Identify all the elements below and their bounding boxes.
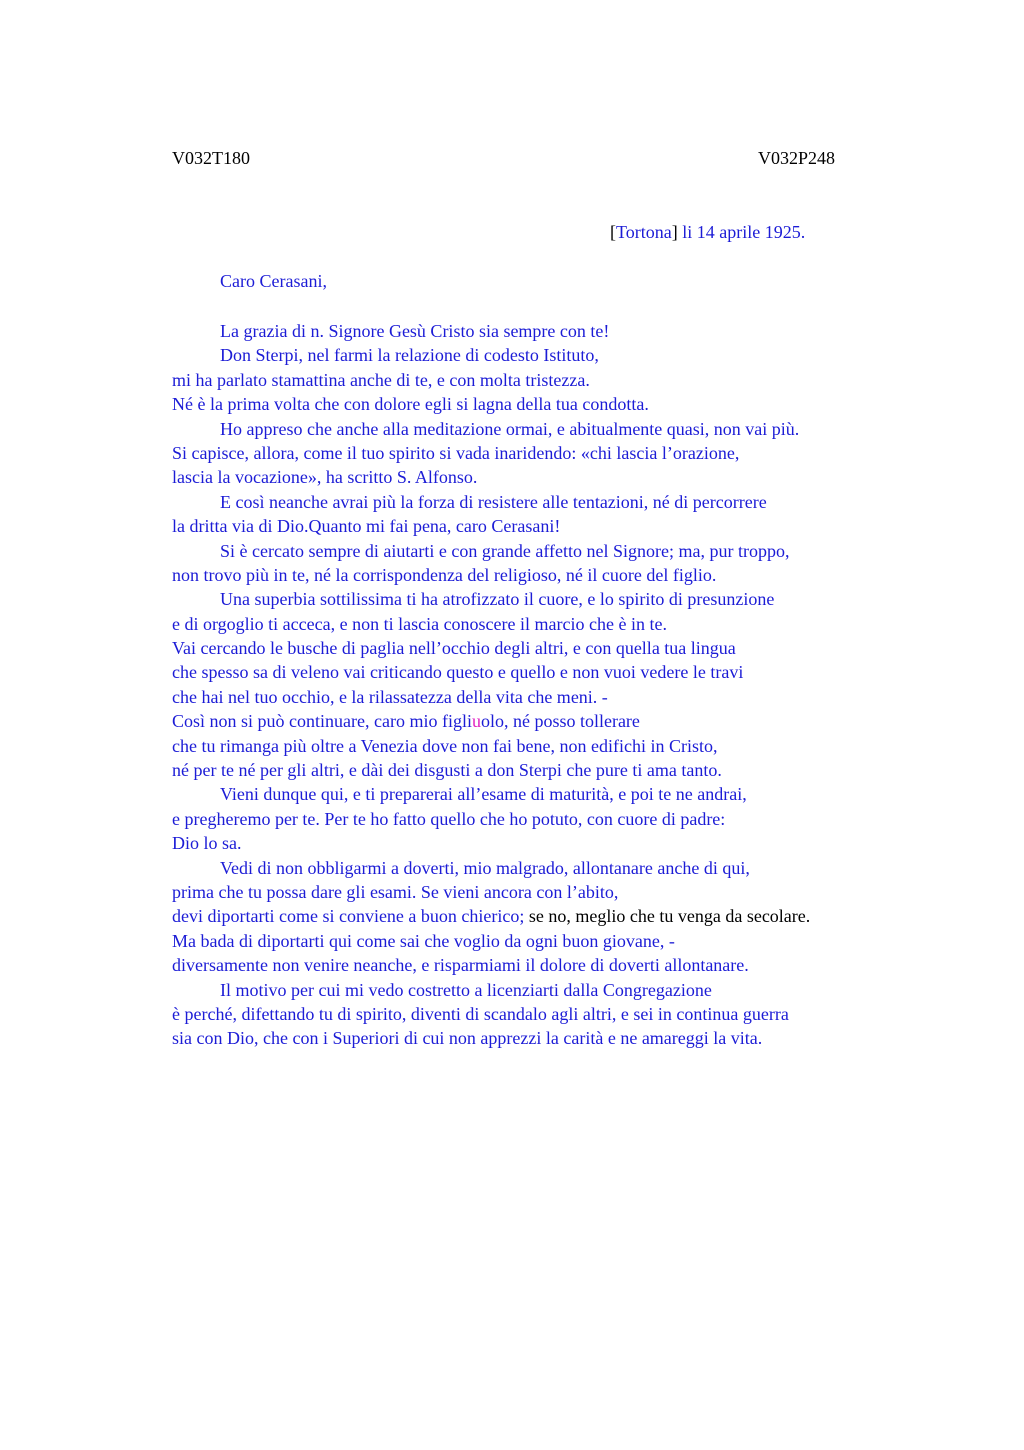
letter-line: Una superbia sottilissima ti ha atrofizzato il cuore, e lo spirito di presunzione [220, 589, 775, 610]
letter-line: Si è cercato sempre di aiutarti e con grande affetto nel Signore; ma, pur troppo, [220, 540, 790, 561]
letter-line: Ma bada di diportarti qui come sai che voglio da ogni buon giovane, - [172, 930, 675, 951]
letter-line: lascia la vocazione», ha scritto S. Alfonso. [172, 467, 478, 488]
letter-line: e di orgoglio ti acceca, e non ti lascia conoscere il marcio che è in te. [172, 613, 667, 634]
date-place: Tortona [616, 222, 672, 242]
letter-line: né per te né per gli altri, e dài dei disgusti a don Sterpi che pure ti ama tanto. [172, 760, 722, 781]
letter-line: è perché, difettando tu di spirito, diventi di scandalo agli altri, e sei in continua guerra [172, 1003, 789, 1024]
letter-line [172, 904, 932, 928]
letter-line: prima che tu possa dare gli esami. Se vieni ancora con l’abito, [172, 881, 619, 902]
letter-line: Vedi di non obbligarmi a doverti, mio malgrado, allontanare anche di qui, [220, 857, 750, 878]
letter-line-part: devi diportarti come si conviene a buon chierico; [172, 906, 525, 927]
letter-line: E così neanche avrai più la forza di resistere alle tentazioni, né di percorrere [220, 491, 767, 512]
date-open-bracket: [ [610, 222, 616, 242]
letter-line: che hai nel tuo occhio, e la rilassatezza della vita che meni. - [172, 686, 608, 707]
letter-line: Dio lo sa. [172, 833, 242, 854]
letter-salutation: Caro Cerasani, [220, 271, 327, 291]
letter-line [172, 709, 932, 733]
letter-body [172, 319, 932, 1051]
correction-mark: u [471, 711, 481, 732]
letter-line: Don Sterpi, nel farmi la relazione di codesto Istituto, [220, 345, 599, 366]
letter-line: Il motivo per cui mi vedo costretto a licenziarti dalla Congregazione [220, 979, 712, 1000]
letter-line: Vai cercando le busche di paglia nell’occhio degli altri, e con quella tua lingua [172, 638, 736, 659]
date-text: li 14 aprile 1925. [677, 222, 806, 242]
letter-line: sia con Dio, che con i Superiori di cui non apprezzi la carità e ne amareggi la vita. [172, 1028, 763, 1049]
letter-line: la dritta via di Dio.Quanto mi fai pena, caro Cerasani! [172, 516, 561, 537]
letter-line: non trovo più in te, né la corrispondenza del religioso, né il cuore del figlio. [172, 564, 717, 585]
letter-line: che spesso sa di veleno vai criticando questo e quello e non vuoi vedere le travi [172, 662, 744, 683]
letter-line: che tu rimanga più oltre a Venezia dove non fai bene, non edifichi in Cristo, [172, 735, 718, 756]
date-close-bracket: ] [671, 222, 678, 242]
letter-line: diversamente non venire neanche, e risparmiami il dolore di doverti allontanare. [172, 955, 749, 976]
letter-line: Si capisce, allora, come il tuo spirito si vada inaridendo: «chi lascia l’orazione, [172, 442, 740, 463]
letter-line: e pregheremo per te. Per te ho fatto quello che ho potuto, con cuore di padre: [172, 808, 726, 829]
letter-line: Né è la prima volta che con dolore egli si lagna della tua condotta. [172, 394, 649, 415]
letter-line-part: olo, né posso tollerare [480, 711, 640, 732]
letter-line: mi ha parlato stamattina anche di te, e con molta tristezza. [172, 369, 590, 390]
letter-date [610, 222, 805, 243]
letter-line-part-black: se no, meglio che tu venga da secolare. [524, 906, 811, 927]
document-code-left: V032T180 [172, 148, 250, 168]
letter-line: La grazia di n. Signore Gesù Cristo sia sempre con te! [220, 321, 610, 341]
letter-line: Vieni dunque qui, e ti preparerai all’esame di maturità, e poi te ne andrai, [220, 784, 747, 805]
letter-line: Ho appreso che anche alla meditazione ormai, e abitualmente quasi, non vai più. [220, 418, 800, 439]
document-code-right: V032P248 [758, 148, 836, 168]
letter-line-part: Così non si può continuare, caro mio figli [172, 711, 472, 732]
